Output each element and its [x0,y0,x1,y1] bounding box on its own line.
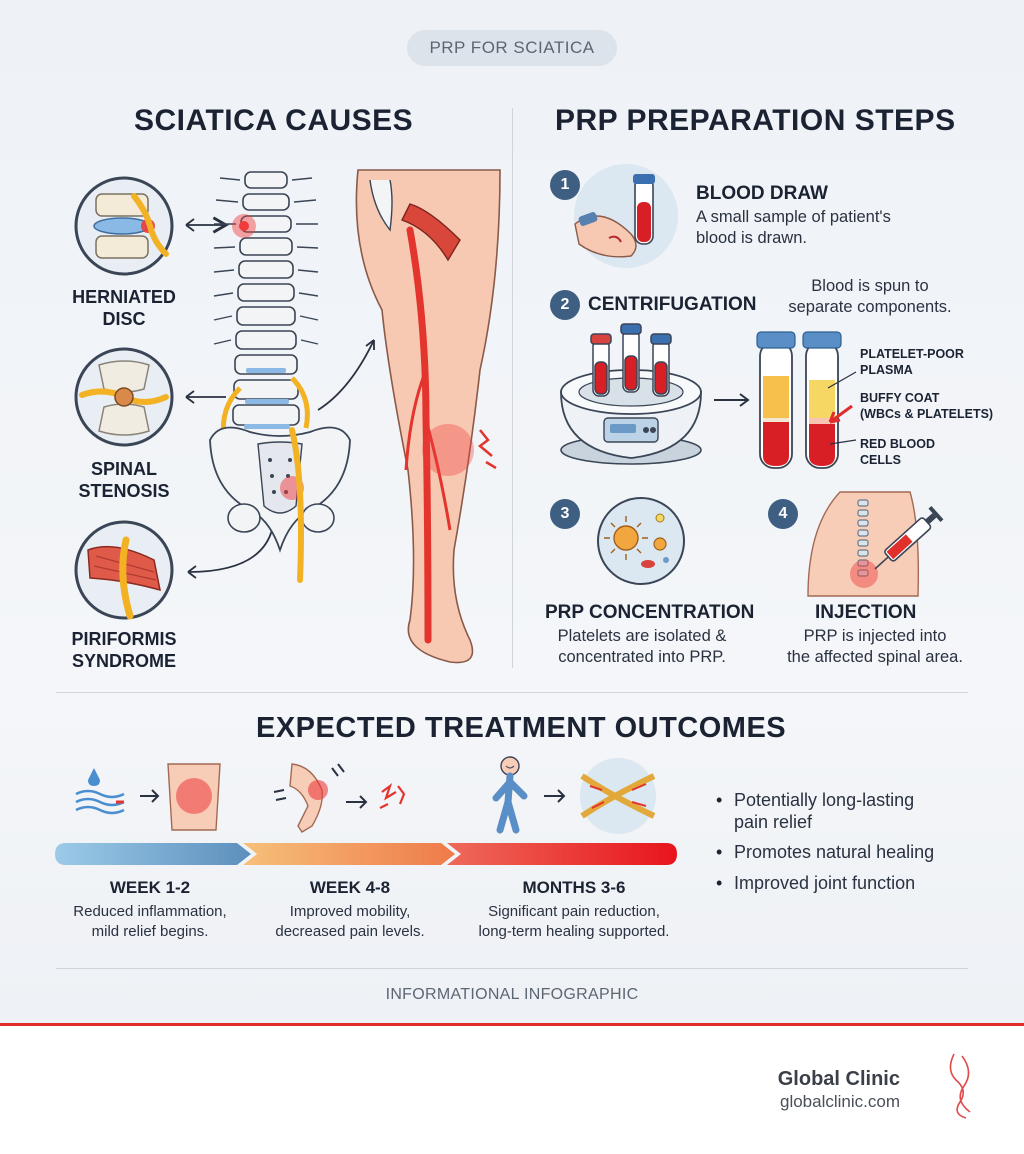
step-desc-blood-draw: A small sample of patient's blood is drawn. [696,208,891,247]
stage-label-week-1-2: WEEK 1-2 [109,878,191,897]
brand-website: globalclinic.com [780,1092,900,1111]
step-number-3: 3 [550,499,580,529]
inflammation-icons [74,762,224,832]
label-red-blood-cells: RED BLOOD CELLS [860,437,935,467]
causes-title: SCIATICA CAUSES [134,104,414,137]
benefit-item-3: • Improved joint function [734,872,974,894]
leg-illustration [330,170,510,670]
topic-pill: PRP FOR SCIATICA [407,30,617,66]
column-divider [512,108,513,668]
step-desc-injection: PRP is injected into the affected spinal area. [787,627,963,666]
spinal-stenosis-icon [74,347,174,447]
section-divider [56,692,968,693]
piriformis-icon [74,520,174,620]
stage-desc-months-3-6: Significant pain reduction, long-term healing supported. [478,903,670,940]
benefit-item-1: • Potentially long-lasting pain relief [734,789,974,833]
step-number-4: 4 [768,499,798,529]
stage-desc-week-1-2: Reduced inflammation, mild relief begins. [73,903,227,940]
step-title-prp-concentration: PRP CONCENTRATION [545,602,755,623]
label-platelet-poor-plasma: PLATELET-POOR PLASMA [860,347,964,377]
timeline-bar [55,843,677,865]
cause-label-piriformis: PIRIFORMIS SYNDROME [71,629,177,671]
step-title-centrifugation: CENTRIFUGATION [588,294,757,315]
outcomes-title: EXPECTED TREATMENT OUTCOMES [256,712,787,744]
brand-name: Global Clinic [777,1068,900,1090]
step-number-1: 1 [550,170,580,200]
mobility-icons [272,756,422,836]
step-desc-centrifugation: Blood is spun to separate components. [788,277,952,316]
centrifuge-icon [556,322,706,472]
step-title-blood-draw: BLOOD DRAW [696,183,828,204]
stage-label-months-3-6: MONTHS 3-6 [522,878,626,897]
blood-draw-icon [571,164,681,268]
stage-desc-week-4-8: Improved mobility, decreased pain levels. [275,903,425,940]
stage-label-week-4-8: WEEK 4-8 [309,878,391,897]
footer-divider [56,968,968,969]
benefit-item-2: • Promotes natural healing [734,841,974,863]
herniated-disc-icon [74,176,174,276]
cause-label-stenosis: SPINAL STENOSIS [78,459,170,501]
platelets-icon [596,496,686,586]
cause-label-herniated: HERNIATED DISC [72,287,176,329]
step-desc-prp-concentration: Platelets are isolated & concentrated into PRP. [557,627,727,666]
step-title-injection: INJECTION [815,602,917,623]
prep-title: PRP PREPARATION STEPS [555,104,956,137]
label-buffy-coat: BUFFY COAT (WBCs & PLATELETS) [860,391,994,421]
healing-icons [482,756,672,840]
injection-icon [800,486,956,596]
signature-mark [940,1050,984,1122]
arrow-to-tubes [712,392,752,408]
footer-note: INFORMATIONAL INFOGRAPHIC [385,986,639,1003]
step-number-2: 2 [550,290,580,320]
